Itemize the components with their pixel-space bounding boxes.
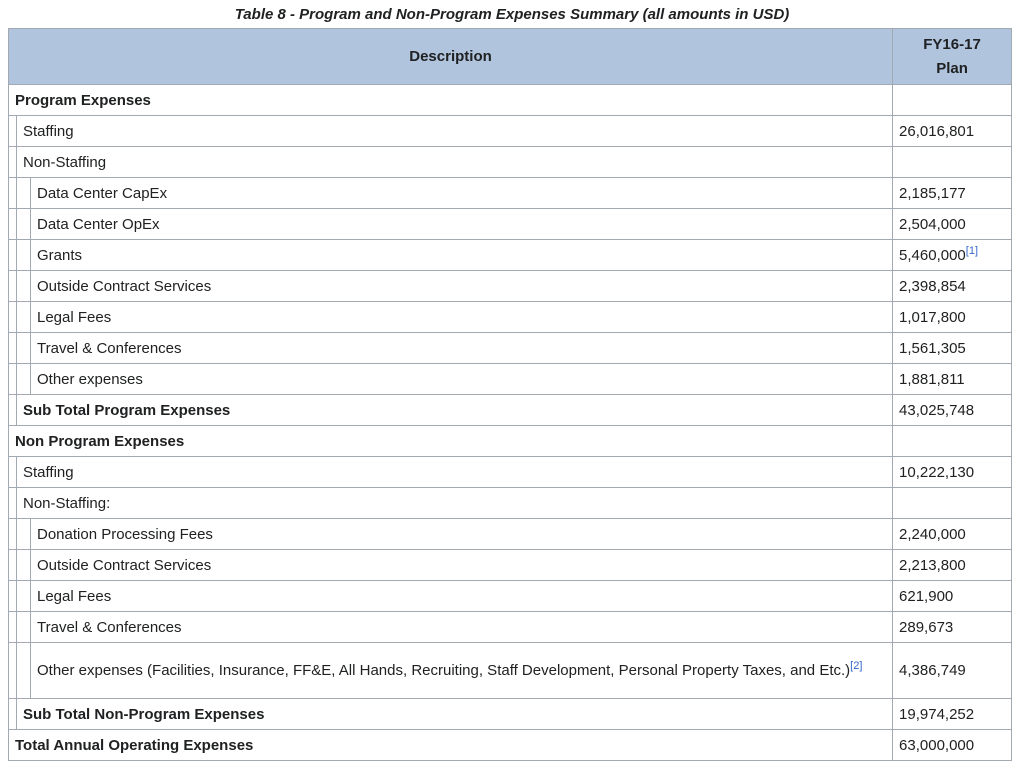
table-caption: Table 8 - Program and Non-Program Expenses Summary (all amounts in USD) (234, 6, 790, 23)
row-label: Non Program Expenses (9, 426, 893, 457)
row-label: Non-Staffing: (17, 488, 893, 519)
row-label: Legal Fees (31, 302, 893, 333)
table-row (9, 643, 1012, 699)
row-label: Travel & Conferences (31, 612, 893, 643)
row-label: Data Center CapEx (31, 178, 893, 209)
plan-header-line2: Plan (936, 59, 968, 77)
row-label-cell (31, 643, 893, 699)
expenses-table (8, 28, 1012, 761)
subtotal-row (9, 395, 1012, 426)
header-row (9, 29, 1012, 85)
row-label: Data Center OpEx (31, 209, 893, 240)
row-label: Outside Contract Services (31, 271, 893, 302)
table-row (9, 178, 1012, 209)
table-row (9, 240, 1012, 271)
row-label: Total Annual Operating Expenses (9, 730, 893, 761)
description-header: Description (9, 29, 893, 85)
plan-header-line1: FY16-17 (923, 35, 981, 53)
row-label: Outside Contract Services (31, 550, 893, 581)
row-label: Program Expenses (9, 85, 893, 116)
row-value: 2,504,000 (893, 209, 1012, 240)
table-row (9, 85, 1012, 116)
total-row (9, 730, 1012, 761)
row-value: 19,974,252 (893, 699, 1012, 730)
row-label: Other expenses (Facilities, Insurance, FF&E, All Hands, Recruiting, Staff Development, Personal Property Taxes, and Etc.) (37, 662, 851, 679)
table-row (9, 333, 1012, 364)
table-row (9, 364, 1012, 395)
row-value: 4,386,749 (893, 643, 1012, 699)
row-value-cell (893, 240, 1012, 271)
table-row (9, 271, 1012, 302)
row-value: 289,673 (893, 612, 1012, 643)
table-row (9, 488, 1012, 519)
table-row (9, 457, 1012, 488)
row-value: 26,016,801 (893, 116, 1012, 147)
row-value: 1,017,800 (893, 302, 1012, 333)
table-row (9, 581, 1012, 612)
subtotal-row (9, 699, 1012, 730)
table-row (9, 519, 1012, 550)
row-label: Staffing (17, 116, 893, 147)
table-row (9, 612, 1012, 643)
row-label: Other expenses (31, 364, 893, 395)
row-label: Staffing (17, 457, 893, 488)
row-label: Grants (31, 240, 893, 271)
table-row (9, 147, 1012, 178)
row-label: Non-Staffing (17, 147, 893, 178)
row-value: 2,185,177 (893, 178, 1012, 209)
row-label: Sub Total Program Expenses (17, 395, 893, 426)
row-label: Sub Total Non-Program Expenses (17, 699, 893, 730)
table-row (9, 426, 1012, 457)
row-value (893, 147, 1012, 178)
table-row (9, 302, 1012, 333)
row-value (893, 426, 1012, 457)
row-value: 2,213,800 (893, 550, 1012, 581)
reference-link[interactable]: [2] (850, 660, 863, 672)
row-value: 621,900 (893, 581, 1012, 612)
row-value: 2,398,854 (893, 271, 1012, 302)
row-value: 1,881,811 (893, 364, 1012, 395)
row-label: Donation Processing Fees (31, 519, 893, 550)
row-value (893, 85, 1012, 116)
table-row (9, 209, 1012, 240)
row-value: 10,222,130 (893, 457, 1012, 488)
row-value: 63,000,000 (893, 730, 1012, 761)
row-label: Travel & Conferences (31, 333, 893, 364)
table-row (9, 550, 1012, 581)
row-value: 5,460,000 (899, 246, 966, 264)
row-value: 1,561,305 (893, 333, 1012, 364)
row-value: 2,240,000 (893, 519, 1012, 550)
reference-link[interactable]: [1] (965, 244, 978, 257)
row-label: Legal Fees (31, 581, 893, 612)
row-value: 43,025,748 (893, 395, 1012, 426)
plan-header (893, 29, 1012, 85)
table-row (9, 116, 1012, 147)
row-value (893, 488, 1012, 519)
